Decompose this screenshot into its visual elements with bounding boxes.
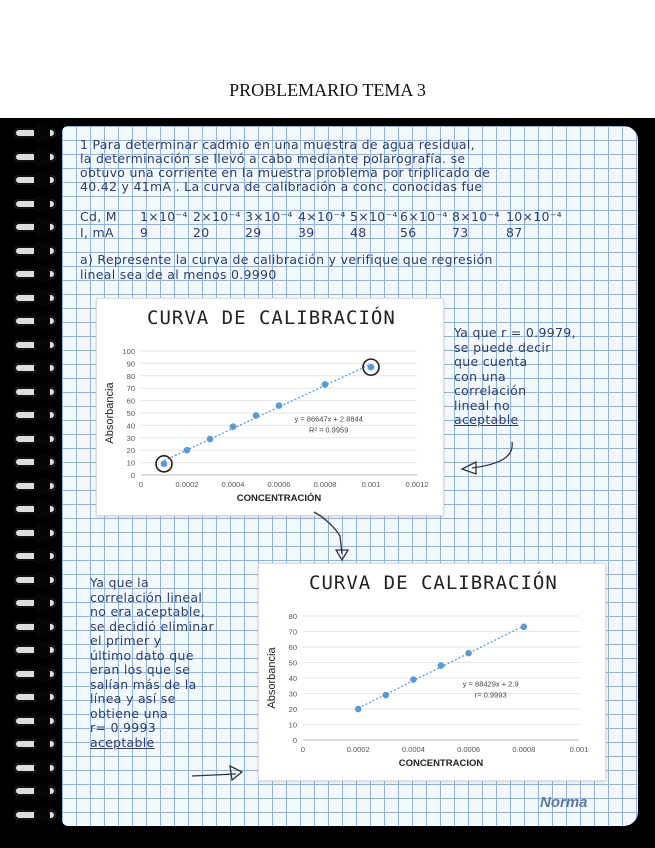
spiral-hole [34, 736, 50, 752]
data-point [184, 447, 191, 454]
table-current-cell: 48 [350, 225, 367, 240]
x-tick-label: 0.0006 [457, 745, 481, 754]
note_left-line: Ya que la [90, 575, 149, 590]
x-tick-label: 0.0008 [313, 480, 337, 489]
spiral-hole [34, 783, 50, 799]
spiral-hole [34, 689, 50, 705]
question-line-1: a) Represente la curva de calibración y verifique que regresión [80, 252, 493, 267]
note_right-line: Ya que r = 0.9979, [454, 325, 576, 340]
x-tick-label: 0.0002 [346, 745, 370, 754]
note_right-line: aceptable [454, 412, 519, 427]
y-tick-label: 70 [126, 384, 135, 394]
note_right-line: correlación [454, 383, 527, 398]
data-point [368, 364, 375, 371]
note_left-line: línea y así se [90, 691, 176, 706]
spiral-hole [34, 642, 50, 658]
data-point [355, 706, 362, 713]
trendline-equation: y = 88429x + 2.9 [462, 679, 519, 689]
note_left-line: eran los que se [90, 662, 191, 677]
spiral-hole [34, 266, 50, 282]
spiral-hole [34, 548, 50, 564]
note_left-line: último dato que [90, 647, 194, 663]
table-current-cell: 9 [140, 225, 149, 240]
y-tick-label: 20 [288, 705, 297, 714]
spiral-hole [34, 360, 50, 376]
note_left-line: el primer y [90, 633, 162, 648]
table-concentration-cell: 1×10⁻⁴ [140, 209, 188, 224]
table-header-label: Cd, M [80, 209, 117, 224]
spiral-hole [34, 431, 50, 447]
spiral-hole [34, 219, 50, 235]
y-tick-label: 80 [126, 371, 135, 381]
data-point [207, 436, 214, 443]
y-tick-label: 50 [126, 409, 135, 418]
table-current-cell: 29 [245, 225, 262, 240]
note_left-line: correlación lineal [90, 589, 203, 605]
spiral-hole [34, 313, 50, 329]
data-point [276, 402, 283, 409]
y-tick-label: 20 [126, 446, 135, 456]
spiral-hole [34, 243, 50, 259]
data-point [521, 624, 528, 631]
spiral-hole [34, 384, 50, 400]
arrow-down-icon [302, 506, 362, 566]
table-current-cell: 56 [400, 225, 417, 240]
problem-line-1: 1 Para determinar cadmio en una muestra de agua residual, [80, 137, 475, 152]
table-concentration-cell: 10×10⁻⁴ [506, 209, 562, 224]
data-point [161, 461, 168, 468]
data-point [253, 412, 260, 419]
x-tick-label: 0.0006 [267, 480, 291, 489]
table-current-cell: 39 [298, 225, 315, 240]
spiral-hole [34, 172, 50, 188]
spiral-hole [34, 807, 50, 823]
spiral-hole [34, 149, 50, 165]
trendline-equation: y = 86647x + 2.8844 [294, 414, 363, 424]
chart-1-title: CURVA DE CALIBRACIÓN [147, 307, 396, 329]
x-tick-label: 0 [138, 480, 144, 489]
note_left-line: se decidió eliminar [90, 618, 214, 634]
y-axis-label: Absorbancia [104, 382, 116, 444]
table-row-label: I, mA [80, 225, 114, 240]
table-concentration-cell: 8×10⁻⁴ [452, 209, 500, 224]
trendline [164, 364, 371, 461]
y-tick-label: 60 [288, 643, 297, 652]
data-point [410, 676, 417, 683]
note_left-line: r= 0.9993 [90, 720, 157, 735]
y-tick-label: 90 [126, 359, 135, 369]
x-tick-label: 0.0008 [512, 745, 536, 754]
data-point [322, 381, 329, 388]
x-tick-label: 0 [300, 745, 306, 754]
table-concentration-cell: 5×10⁻⁴ [350, 209, 398, 224]
spiral-hole [34, 619, 50, 635]
note_left-line: aceptable [90, 734, 155, 750]
spiral-hole [34, 572, 50, 588]
y-tick-label: 30 [288, 689, 297, 699]
chart-2-title: CURVA DE CALIBRACIÓN [309, 572, 558, 594]
spiral-hole [34, 196, 50, 212]
spiral-hole [34, 760, 50, 776]
note_right-line: lineal no [454, 397, 510, 413]
spiral-hole [34, 290, 50, 306]
chart-2-plot [259, 564, 605, 780]
y-tick-label: 10 [288, 720, 297, 730]
r-value-label: r= 0.9993 [474, 690, 507, 700]
problem-line-2: la determinación se llevó a cabo mediante polarografía. se [80, 151, 466, 166]
note_right-line: con una [454, 368, 507, 384]
spiral-hole [34, 125, 50, 141]
y-tick-label: 30 [126, 433, 135, 443]
y-tick-label: 10 [126, 458, 135, 468]
spiral-hole [34, 454, 50, 470]
y-tick-label: 60 [126, 396, 135, 406]
x-tick-label: 0.0004 [401, 745, 425, 754]
calibration-chart-1 [96, 298, 444, 516]
arrow-left-icon [452, 438, 532, 488]
spiral-hole [34, 501, 50, 517]
table-current-cell: 73 [452, 225, 469, 240]
question-line-2: lineal sea de al menos 0.9990 [80, 267, 277, 282]
note_left-line: no era aceptable, [90, 604, 205, 619]
table-concentration-cell: 6×10⁻⁴ [400, 209, 448, 224]
x-tick-label: 0.001 [361, 480, 381, 489]
y-tick-label: 100 [122, 347, 135, 356]
arrow-right-icon [190, 756, 250, 786]
spiral-hole [34, 525, 50, 541]
y-tick-label: 0 [292, 736, 297, 745]
y-axis-label: Absorbancia [266, 647, 278, 709]
chart-1-plot [97, 299, 443, 515]
x-axis-label: CONCENTRACION [398, 758, 484, 769]
data-point [438, 662, 445, 669]
x-tick-label: 0.001 [569, 745, 589, 754]
spiral-hole [34, 595, 50, 611]
calibration-chart-2 [258, 563, 606, 781]
x-tick-label: 0.0012 [405, 480, 429, 489]
document-title: PROBLEMARIO TEMA 3 [229, 80, 426, 100]
note_left-line: salían más de la [90, 676, 197, 692]
x-tick-label: 0.0002 [175, 480, 199, 489]
data-point [230, 423, 237, 430]
y-tick-label: 70 [288, 627, 297, 637]
grid-paper-sheet [62, 126, 638, 826]
y-tick-label: 40 [288, 674, 297, 683]
r-value-label: R² = 0.9959 [308, 425, 349, 435]
spiral-hole [34, 407, 50, 423]
brand-logo: Norma [540, 794, 588, 811]
table-current-cell: 20 [193, 225, 210, 240]
table-current-cell: 87 [506, 225, 523, 240]
table-concentration-cell: 4×10⁻⁴ [298, 209, 346, 224]
note_right-line: se puede decir [454, 339, 551, 355]
spiral-hole [34, 666, 50, 682]
spiral-hole [34, 478, 50, 494]
note_left-line: obtiene una [90, 705, 169, 721]
table-concentration-cell: 2×10⁻⁴ [193, 209, 241, 224]
y-tick-label: 40 [126, 421, 135, 431]
data-point [465, 650, 472, 657]
x-tick-label: 0.0004 [221, 480, 245, 489]
notebook-photo [0, 118, 655, 848]
y-tick-label: 0 [130, 471, 135, 480]
problem-line-4: 40.42 y 41mA . La curva de calibración a conc. conocidas fue [80, 179, 483, 194]
problem-line-3: obtuvo una corriente en la muestra problema por triplicado de [80, 165, 491, 180]
y-tick-label: 80 [288, 612, 297, 621]
note_right-line: que cuenta [454, 354, 528, 369]
x-axis-label: CONCENTRACIÓN [236, 493, 322, 504]
y-tick-label: 50 [288, 658, 297, 668]
spiral-hole [34, 337, 50, 353]
spiral-hole [34, 713, 50, 729]
data-point [383, 692, 390, 699]
table-concentration-cell: 3×10⁻⁴ [245, 209, 293, 224]
